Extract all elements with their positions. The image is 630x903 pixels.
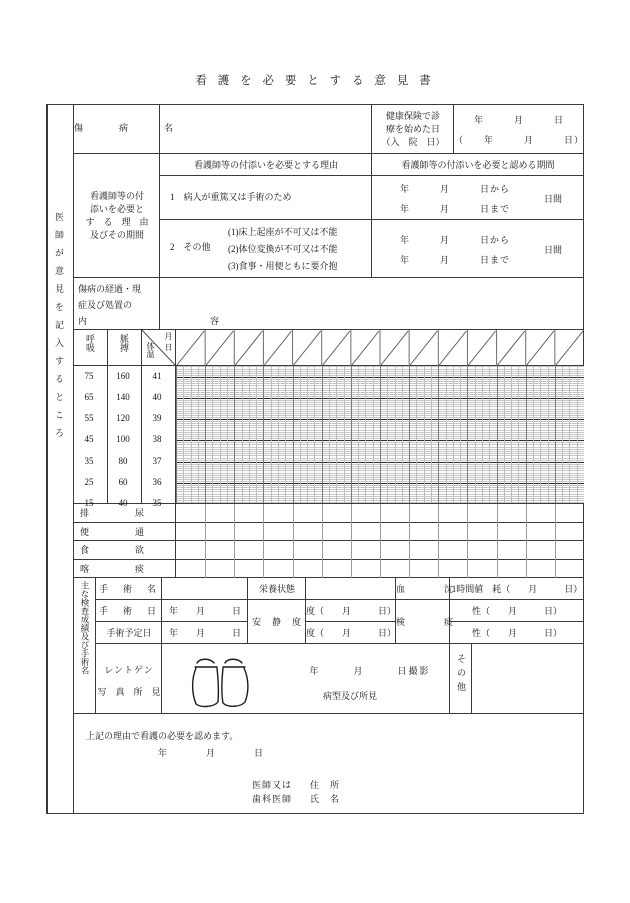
grid-sub-line [278, 366, 279, 503]
observation-day-divider [234, 523, 235, 542]
observation-day-divider [555, 560, 556, 579]
grid-sub-line [511, 366, 512, 503]
observation-label: 喀 痰 [80, 563, 147, 574]
scale-value-temperature: 41 [152, 371, 162, 381]
chart-day-headers [176, 330, 584, 366]
scale-value-pulse: 140 [116, 392, 130, 402]
chart-header-day: 日 [164, 343, 173, 351]
grid-sub-line [365, 366, 366, 503]
observation-day-divider [380, 504, 381, 523]
grid-day-line [555, 366, 556, 503]
scale-value-pulse: 100 [116, 434, 130, 444]
grid-sub-line [489, 366, 490, 503]
observation-day-divider [497, 541, 498, 560]
grid-sub-line [548, 366, 549, 503]
insurance-start-label-3: （入 院 日） [381, 137, 445, 147]
chart-header-date: 月 [164, 332, 173, 340]
grid-sub-line [460, 366, 461, 503]
observation-day-divider [263, 523, 264, 542]
grid-day-line [176, 366, 177, 503]
grid-sub-line [314, 366, 315, 503]
grid-day-line [497, 366, 498, 503]
observation-day-divider [234, 541, 235, 560]
grid-sub-line [395, 366, 396, 503]
grid-day-line [409, 366, 410, 503]
grid-sub-line [307, 366, 308, 503]
period1-from: 年 月 日から [399, 184, 510, 194]
sputum-value-2: 性（ 月 日） [471, 628, 562, 638]
esr-value: 1時間値 耗（ 月 日） [451, 584, 583, 594]
observation-day-divider [438, 541, 439, 560]
insurance-date-row1: 年 月 日 [473, 115, 564, 125]
grid-sub-line [577, 366, 578, 503]
reason-col-header: 看護師等の付添いを必要とする理由 [193, 160, 338, 170]
observation-label: 食 欲 [80, 545, 147, 555]
course-label-2: 症及び処置の [78, 300, 133, 310]
observation-day-divider [555, 523, 556, 542]
operation-date-label: 手 術 日 [98, 606, 159, 616]
observation-day-divider [526, 541, 527, 560]
operation-plan-label: 手術予定日 [106, 628, 152, 638]
other-value-cell[interactable] [472, 644, 584, 714]
scale-value-pulse: 80 [118, 456, 128, 466]
insurance-date-row2: （ 年 月 日） [454, 135, 585, 145]
xray-label-1: レントゲン [104, 665, 154, 675]
scale-value-respiration: 45 [84, 434, 94, 444]
observation-day-divider [438, 504, 439, 523]
grid-sub-line [329, 366, 330, 503]
period1-to: 年 月 日まで [399, 204, 510, 214]
observation-day-divider [293, 523, 294, 542]
reason-item1: 1 病人が重篤又は手術のため [170, 192, 292, 202]
grid-sub-line [191, 366, 192, 503]
observation-day-divider [526, 560, 527, 579]
grid-sub-line [220, 366, 221, 503]
disease-value-cell[interactable] [160, 104, 372, 154]
signer-line-2: 歯科医師 [252, 794, 293, 804]
grid-day-line [351, 366, 352, 503]
grid-sub-line [424, 366, 425, 503]
grid-sub-line [475, 366, 476, 503]
scale-value-respiration: 55 [84, 413, 94, 423]
observation-day-divider [351, 504, 352, 523]
footer-statement: 上記の理由で看護の必要を認めます。 [86, 731, 239, 741]
observation-day-divider [497, 504, 498, 523]
grid-day-line [234, 366, 235, 503]
grid-sub-line [336, 366, 337, 503]
grid-sub-line [446, 366, 447, 503]
reason-side-label-4: 及びその期間 [89, 230, 144, 240]
grid-day-line [438, 366, 439, 503]
grid-sub-line [300, 366, 301, 503]
scale-value-respiration: 15 [84, 498, 94, 508]
grid-sub-line [562, 366, 563, 503]
grid-sub-line [569, 366, 570, 503]
grid-sub-line [358, 366, 359, 503]
period-col-header: 看護師等の付添いを必要と認める期間 [401, 160, 555, 170]
observation-day-divider [467, 560, 468, 579]
observation-day-divider [293, 541, 294, 560]
grid-sub-line [518, 366, 519, 503]
grid-sub-line [387, 366, 388, 503]
xray-findings-label: 病型及び所見 [322, 691, 377, 701]
esr-label: 血 沈 [396, 584, 457, 594]
scale-value-respiration: 75 [84, 371, 94, 381]
scale-value-pulse: 160 [116, 371, 130, 381]
grid-sub-line [344, 366, 345, 503]
footer-date: 年 月 日 [158, 748, 267, 758]
observation-day-divider [351, 541, 352, 560]
rest-value-2: 度（ 月 日） [306, 628, 397, 638]
nutrition-label: 栄養状態 [258, 584, 295, 594]
period2-to: 年 月 日まで [399, 255, 510, 265]
observation-day-divider [497, 560, 498, 579]
reason-side-label-1: 看護師等の付 [89, 191, 144, 201]
scale-value-pulse: 120 [116, 413, 130, 423]
observation-day-divider [438, 560, 439, 579]
grid-sub-line [256, 366, 257, 503]
observation-day-divider [555, 541, 556, 560]
observation-day-divider [467, 504, 468, 523]
observation-day-divider [467, 541, 468, 560]
observation-day-divider [467, 523, 468, 542]
grid-sub-line [285, 366, 286, 503]
grid-day-line [467, 366, 468, 503]
operation-plan-value: 年 月 日 [168, 628, 241, 638]
observation-day-divider [205, 560, 206, 579]
grid-sub-line [249, 366, 250, 503]
xray-label-2: 写 真 所 見 [97, 687, 161, 697]
lung-diagram-icon [187, 650, 263, 710]
scale-value-temperature: 38 [152, 434, 162, 444]
grid-day-line [263, 366, 264, 503]
scale-value-temperature: 36 [152, 477, 162, 487]
scale-value-respiration: 35 [84, 456, 94, 466]
sputum-label: 検 痰 [396, 617, 457, 627]
page-title: 看 護 を 必 要 と す る 意 見 書 [195, 75, 435, 87]
observation-day-divider [322, 504, 323, 523]
observation-day-divider [438, 523, 439, 542]
course-label-1: 傷病の経過・現 [78, 284, 142, 294]
grid-sub-line [402, 366, 403, 503]
observation-day-divider [351, 560, 352, 579]
observation-day-divider [380, 541, 381, 560]
observation-day-divider [322, 523, 323, 542]
observation-day-divider [205, 504, 206, 523]
xray-date: 年 月 日撮影 [309, 666, 431, 676]
observation-day-divider [322, 560, 323, 579]
grid-sub-line [533, 366, 534, 503]
chart-header-pulse: 脈搏 [119, 334, 129, 352]
operation-date-value: 年 月 日 [168, 606, 241, 616]
course-value-cell[interactable] [160, 278, 584, 330]
grid-sub-line [271, 366, 272, 503]
other-label: その他 [456, 654, 466, 696]
observation-day-divider [409, 541, 410, 560]
reason-side-label-2: 添いを必要と [89, 204, 144, 214]
grid-sub-line [183, 366, 184, 503]
grid-sub-line [504, 366, 505, 503]
reason-item2-a: (1)床上起座が不可又は不能 [228, 227, 338, 237]
observation-day-divider [555, 504, 556, 523]
chart-header-temp: 体温 [146, 342, 155, 358]
grid-sub-line [540, 366, 541, 503]
observation-day-divider [234, 504, 235, 523]
observation-day-divider [380, 523, 381, 542]
observation-day-divider [497, 523, 498, 542]
period2-from: 年 月 日から [399, 235, 510, 245]
observation-label: 便 通 [80, 526, 147, 537]
grid-day-line [526, 366, 527, 503]
observation-day-divider [263, 541, 264, 560]
observation-day-divider [263, 560, 264, 579]
observation-day-divider [205, 541, 206, 560]
day-header-diagonals-icon [176, 330, 584, 366]
grid-day-line [293, 366, 294, 503]
reason-item2-b: (2)体位変換が不可又は不能 [228, 244, 338, 254]
insurance-start-label-1: 健康保険で診 [385, 111, 440, 121]
temperature-chart-grid[interactable] [176, 366, 584, 504]
observation-day-divider [409, 560, 410, 579]
observation-day-divider [263, 504, 264, 523]
grid-sub-line [431, 366, 432, 503]
grid-sub-line [453, 366, 454, 503]
observation-day-divider [526, 504, 527, 523]
grid-day-line [380, 366, 381, 503]
period2-days: 日間 [544, 245, 563, 255]
grid-sub-line [212, 366, 213, 503]
operation-name-label: 手 術 名 [98, 584, 159, 594]
chart-header-respiration: 呼吸 [85, 334, 95, 352]
scale-value-pulse: 40 [118, 498, 128, 508]
observation-day-divider [351, 523, 352, 542]
rest-value-1: 度（ 月 日） [306, 606, 397, 616]
observation-day-divider [380, 560, 381, 579]
grid-sub-line [373, 366, 374, 503]
scale-value-temperature: 40 [152, 392, 162, 402]
grid-sub-line [416, 366, 417, 503]
vertical-side-label: 医師が意見を記入するところ [54, 212, 64, 446]
scale-value-respiration: 25 [84, 477, 94, 487]
xray-label-cell [96, 644, 162, 714]
grid-sub-line [227, 366, 228, 503]
reason-side-label-3: す る 理 由 [85, 217, 149, 227]
reason-item2-c: (3)食事・用便ともに要介抱 [228, 261, 338, 271]
scale-value-respiration: 65 [84, 392, 94, 402]
grid-sub-line [198, 366, 199, 503]
observation-day-divider [293, 560, 294, 579]
scale-value-temperature: 35 [152, 498, 162, 508]
grid-day-line [205, 366, 206, 503]
signer-line-1: 医師又は [252, 780, 293, 790]
sputum-value-1: 性（ 月 日） [471, 606, 562, 616]
address-label: 住 所 [310, 780, 341, 790]
period1-days: 日間 [544, 194, 563, 204]
grid-sub-line [482, 366, 483, 503]
grid-sub-line [242, 366, 243, 503]
grid-day-line [322, 366, 323, 503]
nutrition-value-cell[interactable] [306, 578, 396, 600]
exam-side-label: 主な検査成績及び手術名 [80, 581, 90, 675]
name-label: 氏 名 [310, 794, 341, 804]
observation-day-divider [409, 504, 410, 523]
disease-label: 傷 病 名 [74, 123, 180, 133]
reason-item2-label: 2 その他 [170, 242, 211, 252]
scale-value-pulse: 60 [118, 477, 128, 487]
observation-day-divider [322, 541, 323, 560]
rest-label: 安 静 度 [251, 617, 302, 627]
observation-day-divider [526, 523, 527, 542]
observation-day-divider [293, 504, 294, 523]
observation-day-divider [205, 523, 206, 542]
observation-day-divider [234, 560, 235, 579]
scale-value-temperature: 39 [152, 413, 162, 423]
insurance-start-label-2: 療を始めた日 [385, 124, 440, 134]
observation-label: 排 尿 [80, 508, 147, 518]
observation-day-divider [409, 523, 410, 542]
scale-value-temperature: 37 [152, 456, 162, 466]
operation-name-value-cell[interactable] [162, 578, 248, 600]
course-label-3: 内 容 [78, 316, 233, 326]
